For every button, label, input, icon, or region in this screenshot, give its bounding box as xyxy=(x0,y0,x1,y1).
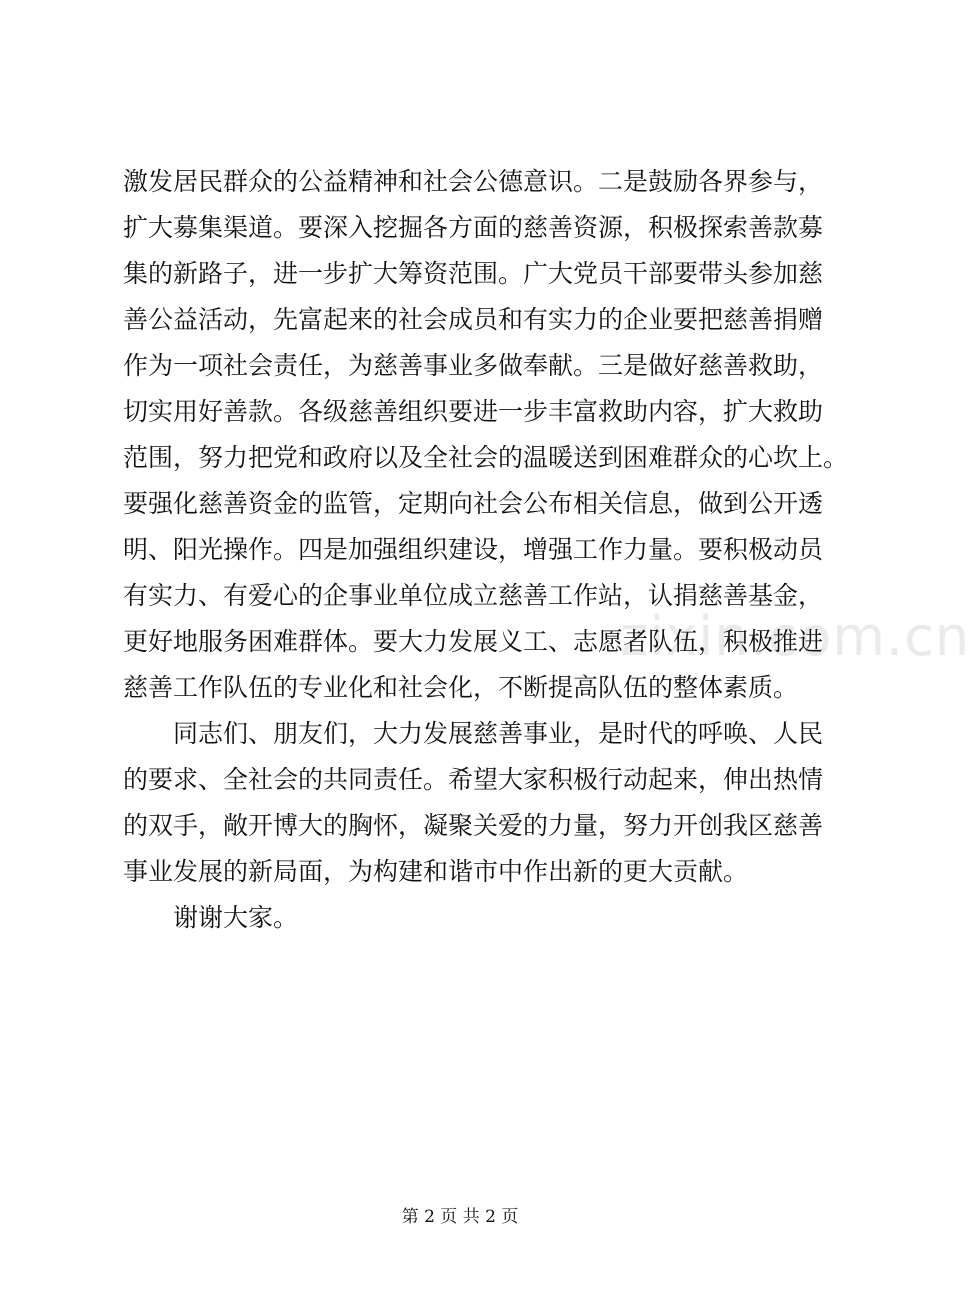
text-line: 事业发展的新局面，为构建和谐市中作出新的更大贡献。 xyxy=(123,857,749,886)
body-text xyxy=(123,159,849,941)
text-line: 扩大募集渠道。要深入挖掘各方面的慈善资源，积极探索善款募 xyxy=(123,213,824,242)
text-line: 作为一项社会责任，为慈善事业多做奉献。三是做好慈善救助， xyxy=(123,351,824,380)
text-line: 善公益活动，先富起来的社会成员和有实力的企业要把慈善捐赠 xyxy=(123,305,824,334)
text-line: 切实用好善款。各级慈善组织要进一步丰富救助内容，扩大救助 xyxy=(123,397,824,426)
paragraph-start-line: 同志们、朋友们，大力发展慈善事业，是时代的呼唤、人民 xyxy=(173,719,824,748)
text-line: 集的新路子，进一步扩大筹资范围。广大党员干部要带头参加慈 xyxy=(123,259,824,288)
closing-line: 谢谢大家。 xyxy=(173,903,299,932)
text-line: 的要求、全社会的共同责任。希望大家积极行动起来，伸出热情 xyxy=(123,765,824,794)
text-line: 范围，努力把党和政府以及全社会的温暖送到困难群众的心坎上。 xyxy=(123,443,849,472)
text-line: 激发居民群众的公益精神和社会公德意识。二是鼓励各界参与， xyxy=(123,167,824,196)
text-line: 明、阳光操作。四是加强组织建设，增强工作力量。要积极动员 xyxy=(123,535,824,564)
watermark-logo: zixin.com.cn xyxy=(620,605,970,668)
text-line: 要强化慈善资金的监管，定期向社会公布相关信息，做到公开透 xyxy=(123,489,824,518)
text-line: 有实力、有爱心的企事业单位成立慈善工作站，认捐慈善基金， xyxy=(123,581,824,610)
text-line: 慈善工作队伍的专业化和社会化，不断提高队伍的整体素质。 xyxy=(123,673,799,702)
text-line: 更好地服务困难群体。要大力发展义工、志愿者队伍，积极推进 xyxy=(123,627,824,656)
page-footer: 第 2 页 共 2 页 xyxy=(401,1207,519,1227)
text-line: 的双手，敞开博大的胸怀，凝聚关爱的力量，努力开创我区慈善 xyxy=(123,811,824,840)
